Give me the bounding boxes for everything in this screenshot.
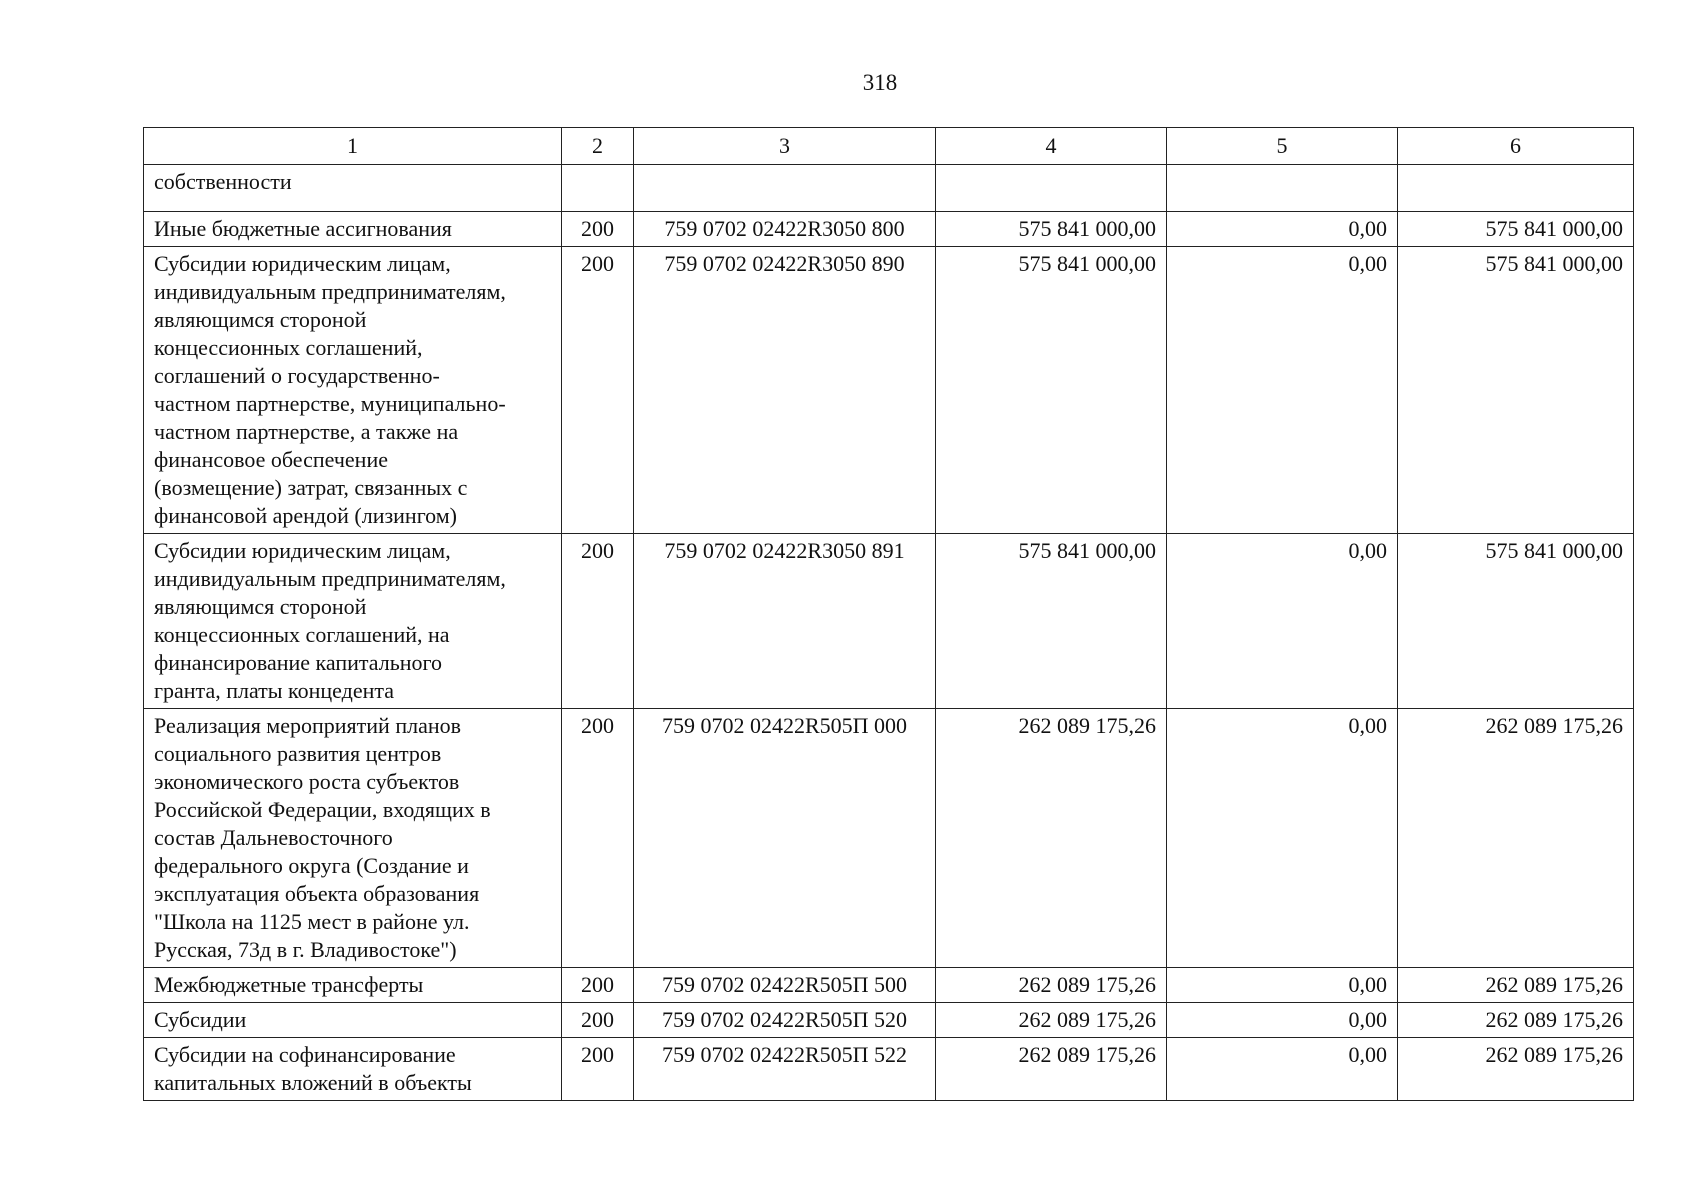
column-header: 1 [144, 128, 562, 165]
row-amount-6: 262 089 175,26 [1398, 1003, 1634, 1038]
table-row [144, 212, 1634, 247]
budget-table [143, 127, 1634, 1101]
column-header: 2 [562, 128, 634, 165]
row-col2: 200 [562, 1038, 634, 1101]
table-row [144, 247, 1634, 534]
table-row [144, 534, 1634, 709]
row-amount-5: 0,00 [1167, 709, 1398, 968]
row-col2: 200 [562, 247, 634, 534]
row-amount-4: 575 841 000,00 [936, 247, 1167, 534]
row-name: Межбюджетные трансферты [144, 968, 562, 1003]
table-row [144, 1003, 1634, 1038]
row-name: Субсидии юридическим лицам, индивидуальным предпринимателям, являющимся стороной концессионных соглашений, на финансирование капитального гранта, платы концедента [144, 534, 562, 709]
row-col2: 200 [562, 709, 634, 968]
row-code: 759 0702 02422R3050 800 [634, 212, 936, 247]
row-amount-4: 262 089 175,26 [936, 709, 1167, 968]
table-row [144, 1038, 1634, 1101]
row-name: Субсидии на софинансирование капитальных вложений в объекты [144, 1038, 562, 1101]
table-row [144, 968, 1634, 1003]
row-amount-6: 262 089 175,26 [1398, 1038, 1634, 1101]
row-col2: 200 [562, 212, 634, 247]
row-amount-4: 262 089 175,26 [936, 968, 1167, 1003]
row-amount-5: 0,00 [1167, 1003, 1398, 1038]
row-amount-5: 0,00 [1167, 968, 1398, 1003]
row-amount-5: 0,00 [1167, 247, 1398, 534]
row-amount-6: 262 089 175,26 [1398, 968, 1634, 1003]
row-name: Иные бюджетные ассигнования [144, 212, 562, 247]
row-code: 759 0702 02422R505П 522 [634, 1038, 936, 1101]
table-row [144, 709, 1634, 968]
row-name: Субсидии [144, 1003, 562, 1038]
row-col2: 200 [562, 968, 634, 1003]
row-name: Субсидии юридическим лицам, индивидуальным предпринимателям, являющимся стороной концессионных соглашений, соглашений о государственно- частном партнерстве, муниципально- частном партнерстве, а также на финансовое обеспечение (возмещение) затрат, связанных с финансовой арендой (лизингом) [144, 247, 562, 534]
row-code: 759 0702 02422R3050 891 [634, 534, 936, 709]
row-name: собственности [144, 165, 562, 212]
row-amount-4: 575 841 000,00 [936, 212, 1167, 247]
table-row [144, 165, 1634, 212]
row-amount-5 [1167, 165, 1398, 212]
row-col2: 200 [562, 534, 634, 709]
row-name: Реализация мероприятий планов социального развития центров экономического роста субъектов Российской Федерации, входящих в состав Дальневосточного федерального округа (Создание и эксплуатация объекта образования "Школа на 1125 мест в районе ул. Русская, 73д в г. Владивостоке") [144, 709, 562, 968]
row-code: 759 0702 02422R505П 520 [634, 1003, 936, 1038]
row-amount-4: 575 841 000,00 [936, 534, 1167, 709]
column-header: 3 [634, 128, 936, 165]
row-col2 [562, 165, 634, 212]
row-code: 759 0702 02422R505П 000 [634, 709, 936, 968]
row-amount-4 [936, 165, 1167, 212]
row-code [634, 165, 936, 212]
row-amount-6: 575 841 000,00 [1398, 212, 1634, 247]
page-number: 318 [862, 70, 898, 95]
row-col2: 200 [562, 1003, 634, 1038]
row-amount-4: 262 089 175,26 [936, 1003, 1167, 1038]
row-amount-6 [1398, 165, 1634, 212]
row-amount-6: 262 089 175,26 [1398, 709, 1634, 968]
row-code: 759 0702 02422R505П 500 [634, 968, 936, 1003]
table-header-row [144, 128, 1634, 165]
column-header: 5 [1167, 128, 1398, 165]
column-header: 4 [936, 128, 1167, 165]
row-code: 759 0702 02422R3050 890 [634, 247, 936, 534]
row-amount-5: 0,00 [1167, 1038, 1398, 1101]
row-amount-5: 0,00 [1167, 534, 1398, 709]
row-amount-6: 575 841 000,00 [1398, 534, 1634, 709]
column-header: 6 [1398, 128, 1634, 165]
row-amount-5: 0,00 [1167, 212, 1398, 247]
row-amount-6: 575 841 000,00 [1398, 247, 1634, 534]
row-amount-4: 262 089 175,26 [936, 1038, 1167, 1101]
